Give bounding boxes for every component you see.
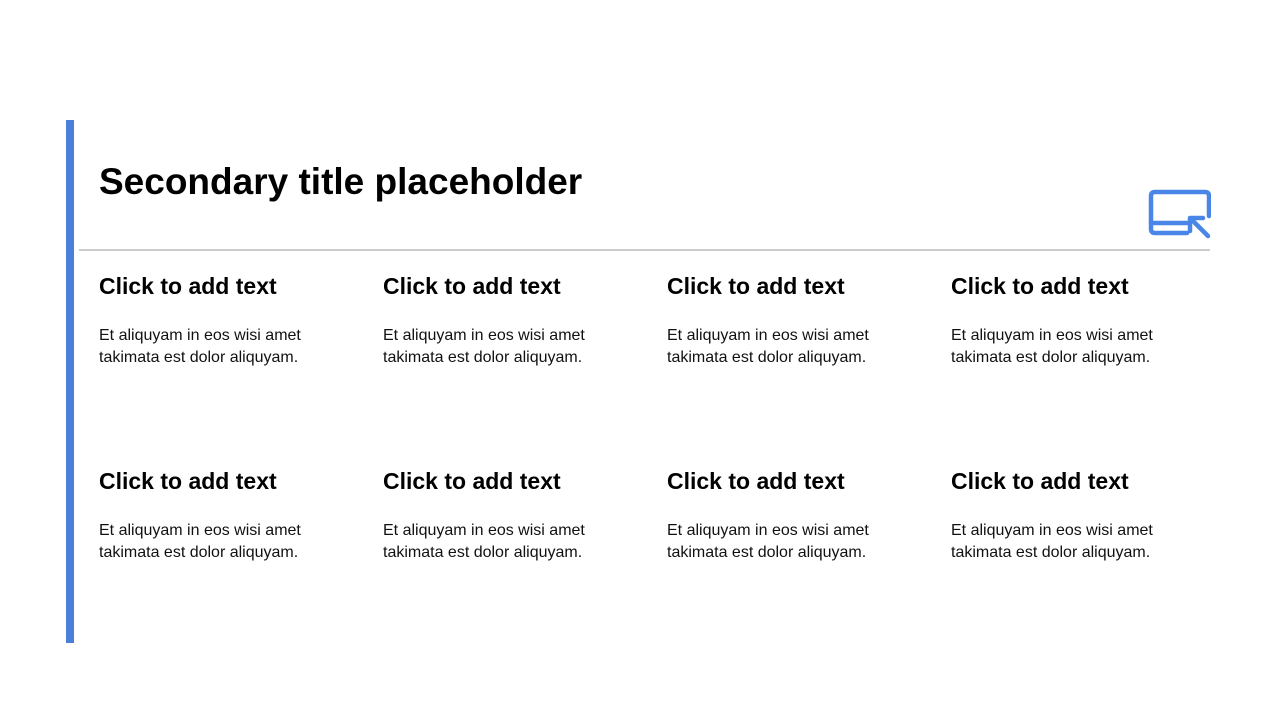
placeholder-cards-grid [99,272,1235,662]
card-body-text[interactable]: Et aliquyam in eos wisi amet takimata est dolor aliquyam. [99,522,301,561]
card-body-text[interactable]: Et aliquyam in eos wisi amet takimata est dolor aliquyam. [667,522,869,561]
card-heading[interactable]: Click to add text [383,273,561,299]
text-placeholder-card[interactable] [99,272,383,467]
text-placeholder-card[interactable] [383,272,667,467]
card-body-text[interactable]: Et aliquyam in eos wisi amet takimata est dolor aliquyam. [383,522,585,561]
text-placeholder-card[interactable] [99,467,383,662]
card-body-text[interactable]: Et aliquyam in eos wisi amet takimata est dolor aliquyam. [383,327,585,366]
card-heading[interactable]: Click to add text [667,468,845,494]
accent-bar [66,120,74,643]
card-body-text[interactable]: Et aliquyam in eos wisi amet takimata est dolor aliquyam. [99,327,301,366]
card-body-text[interactable]: Et aliquyam in eos wisi amet takimata est dolor aliquyam. [951,522,1153,561]
screen-northwest-arrow-icon [1145,181,1211,243]
card-heading[interactable]: Click to add text [99,273,277,299]
title-divider-line [79,249,1210,251]
card-heading[interactable]: Click to add text [667,273,845,299]
card-heading[interactable]: Click to add text [951,468,1129,494]
card-body-text[interactable]: Et aliquyam in eos wisi amet takimata est dolor aliquyam. [951,327,1153,366]
text-placeholder-card[interactable] [667,272,951,467]
card-heading[interactable]: Click to add text [99,468,277,494]
text-placeholder-card[interactable] [667,467,951,662]
card-heading[interactable]: Click to add text [951,273,1129,299]
text-placeholder-card[interactable] [951,272,1235,467]
card-body-text[interactable]: Et aliquyam in eos wisi amet takimata est dolor aliquyam. [667,327,869,366]
card-heading[interactable]: Click to add text [383,468,561,494]
secondary-title-placeholder[interactable]: Secondary title placeholder [99,161,583,202]
text-placeholder-card[interactable] [951,467,1235,662]
text-placeholder-card[interactable] [383,467,667,662]
